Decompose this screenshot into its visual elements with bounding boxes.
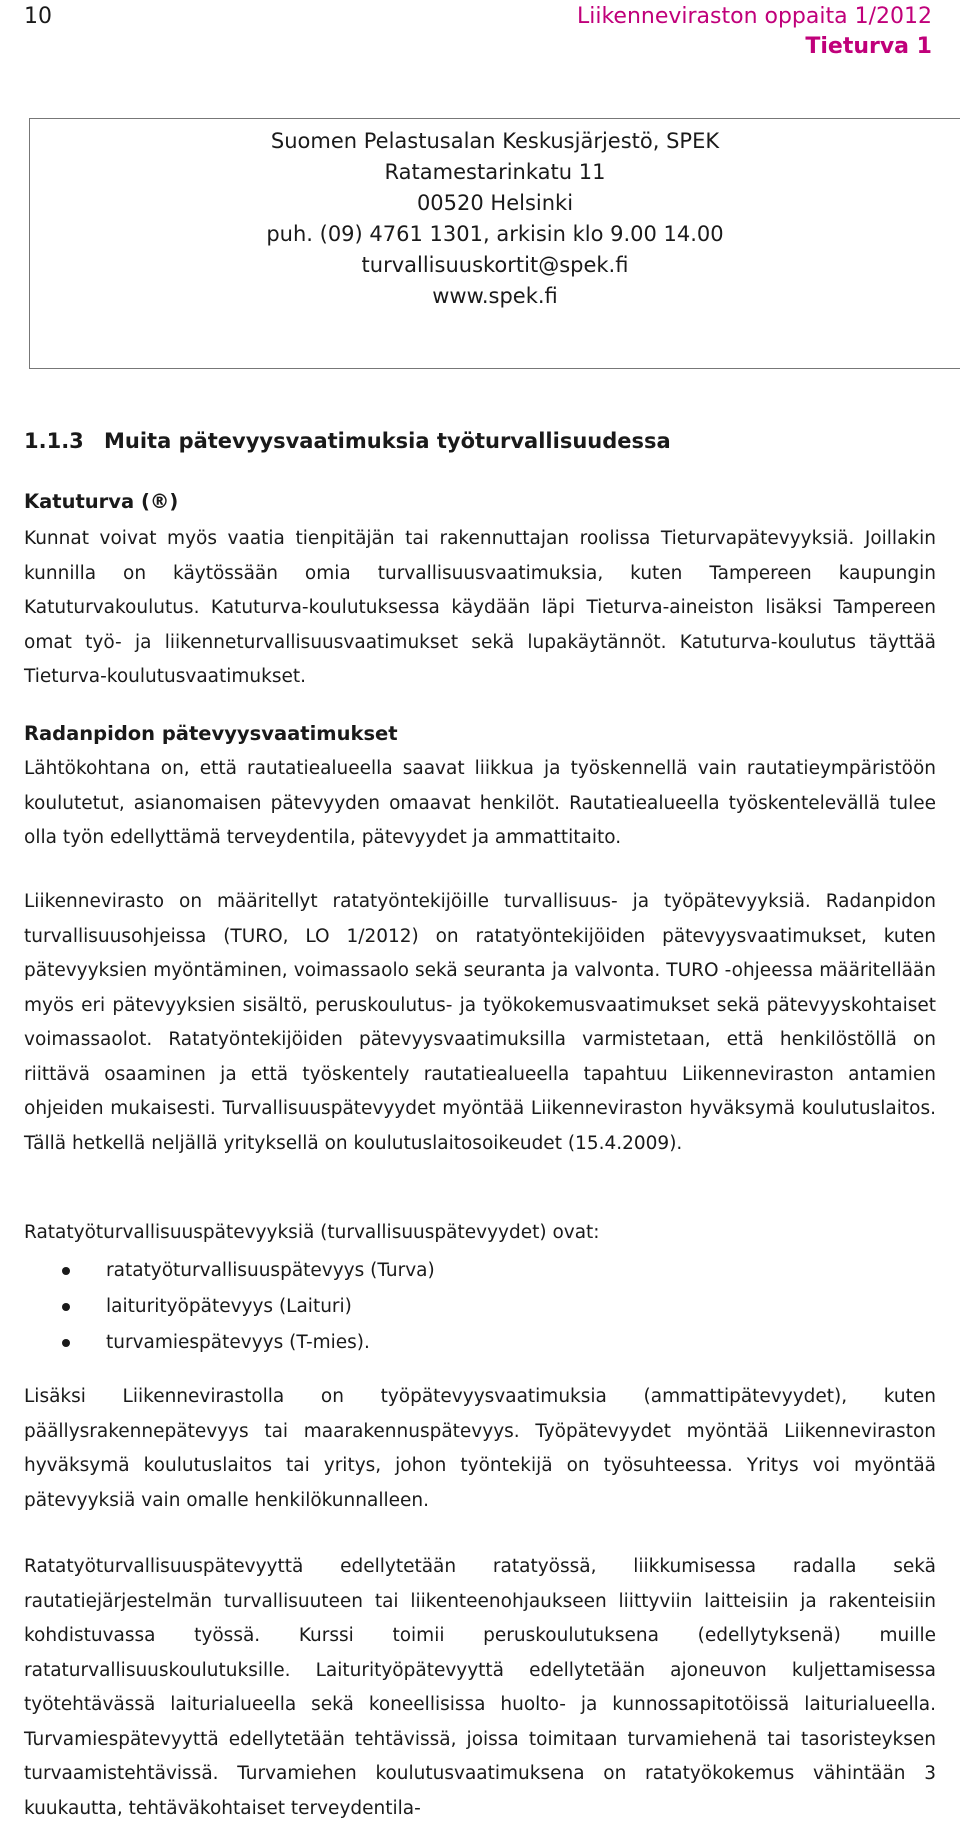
list-item: laiturityöpätevyys (Laituri): [24, 1289, 936, 1325]
list-item: turvamiespätevyys (T-mies).: [24, 1325, 936, 1361]
radanpito-heading: Radanpidon pätevyysvaatimukset: [24, 722, 398, 745]
bullet-icon: [62, 1267, 70, 1275]
contact-box: [29, 118, 960, 369]
publication-title: Liikenneviraston oppaita 1/2012: [576, 4, 932, 29]
section-title: Muita pätevyysvaatimuksia työturvallisuudessa: [104, 429, 671, 453]
section-heading: [24, 429, 671, 453]
bullet-icon: [62, 1339, 70, 1347]
radanpito-paragraph-4: Ratatyöturvallisuuspätevyyttä edellytetään ratatyössä, liikkumisessa radalla sekä rautatiejärjestelmän turvallisuuteen tai liikenteenohjaukseen liittyviin laitteisiin ja rakenteisiin kohdistuvassa työssä. Kurssi toimii peruskoulutuksena (edellytyksenä) muille rataturvallisuuskoulutuksille. Laiturityöpätevyyttä edellytetään ajoneuvon kuljettamisessa työtehtävässä laiturialueella sekä koneellisissa huolto- ja kunnossapitotöissä laiturialueella. Turvamiespätevyyttä edellytetään tehtävissä, joissa toimitaan turvamiehenä tai tasoristeyksen turvaamistehtävissä. Turvamiehen koulutusvaatimuksena on ratatyökokemus vähintään 3 kuukautta, tehtäväkohtaiset terveydentila-: [24, 1556, 936, 1819]
publication-subtitle: Tieturva 1: [805, 34, 932, 59]
contact-email[interactable]: turvallisuuskortit@spek.fi: [361, 253, 629, 277]
contact-org: Suomen Pelastusalan Keskusjärjestö, SPEK: [270, 129, 720, 153]
radanpito-paragraph-2: Liikennevirasto on määritellyt ratatyöntekijöille turvallisuus- ja työpätevyyksiä. Radanpidon turvallisuusohjeissa (TURO, LO 1/2012) on ratatyöntekijöiden pätevyysvaatimukset, kuten pätevyyksien myöntäminen, voimassaolo sekä seuranta ja valvonta. TURO -ohjeessa määritellään myös eri pätevyyksien sisältö, peruskoulutus- ja työkokemusvaatimukset sekä pätevyyskohtaiset voimassaolot. Ratatyöntekijöiden pätevyysvaatimuksilla varmistetaan, että henkilöstöllä on riittävä osaaminen ja että työskentely rautatiealueella tapahtuu Liikenneviraston antamien ohjeiden mukaisesti. Turvallisuuspätevyydet myöntää Liikenneviraston hyväksymä koulutuslaitos. Tällä hetkellä neljällä yrityksellä on koulutuslaitosoikeudet (15.4.2009).: [24, 891, 936, 1154]
page-number: 10: [24, 4, 52, 29]
radanpito-paragraph-1: Lähtökohtana on, että rautatiealueella saavat liikkua ja työskennellä vain rautatieympäristöön koulutetut, asianomaisen pätevyyden omaavat henkilöt. Rautatiealueella työskentelevällä tulee olla työn edellyttämä terveydentila, pätevyydet ja ammattitaito.: [24, 758, 936, 848]
katuturva-heading: Katuturva (®): [24, 490, 179, 513]
katuturva-paragraph: Kunnat voivat myös vaatia tienpitäjän tai rakennuttajan roolissa Tieturvapätevyyksiä. Joillakin kunnilla on käytössään omia turvallisuusvaatimuksia, kuten Tampereen kaupungin Katuturvakoulutus. Katuturva-koulutuksessa käydään läpi Tieturva-aineiston lisäksi Tampereen omat työ- ja liikenneturvallisuusvaatimukset sekä lupakäytännöt. Katuturva-koulutus täyttää Tieturva-koulutusvaatimukset.: [24, 528, 936, 687]
page-header: [0, 0, 960, 80]
list-intro: Ratatyöturvallisuuspätevyyksiä (turvallisuuspätevyydet) ovat:: [24, 1222, 600, 1243]
list-item: ratatyöturvallisuuspätevyys (Turva): [24, 1253, 936, 1289]
section-number: 1.1.3: [24, 429, 84, 453]
bullet-icon: [62, 1303, 70, 1311]
radanpito-paragraph-3: Lisäksi Liikennevirastolla on työpätevyysvaatimuksia (ammattipätevyydet), kuten päällysrakennepätevyys tai maarakennuspätevyys. Työpätevyydet myöntää Liikenneviraston hyväksymä koulutuslaitos tai yritys, johon työntekijä on työsuhteessa. Yritys voi myöntää pätevyyksiä vain omalle henkilökunnalleen.: [24, 1386, 936, 1511]
qualification-list: [24, 1253, 936, 1361]
contact-city: 00520 Helsinki: [416, 191, 574, 215]
contact-web[interactable]: www.spek.fi: [432, 284, 558, 308]
contact-street: Ratamestarinkatu 11: [384, 160, 606, 184]
contact-phone: puh. (09) 4761 1301, arkisin klo 9.00 14.00: [266, 222, 724, 246]
